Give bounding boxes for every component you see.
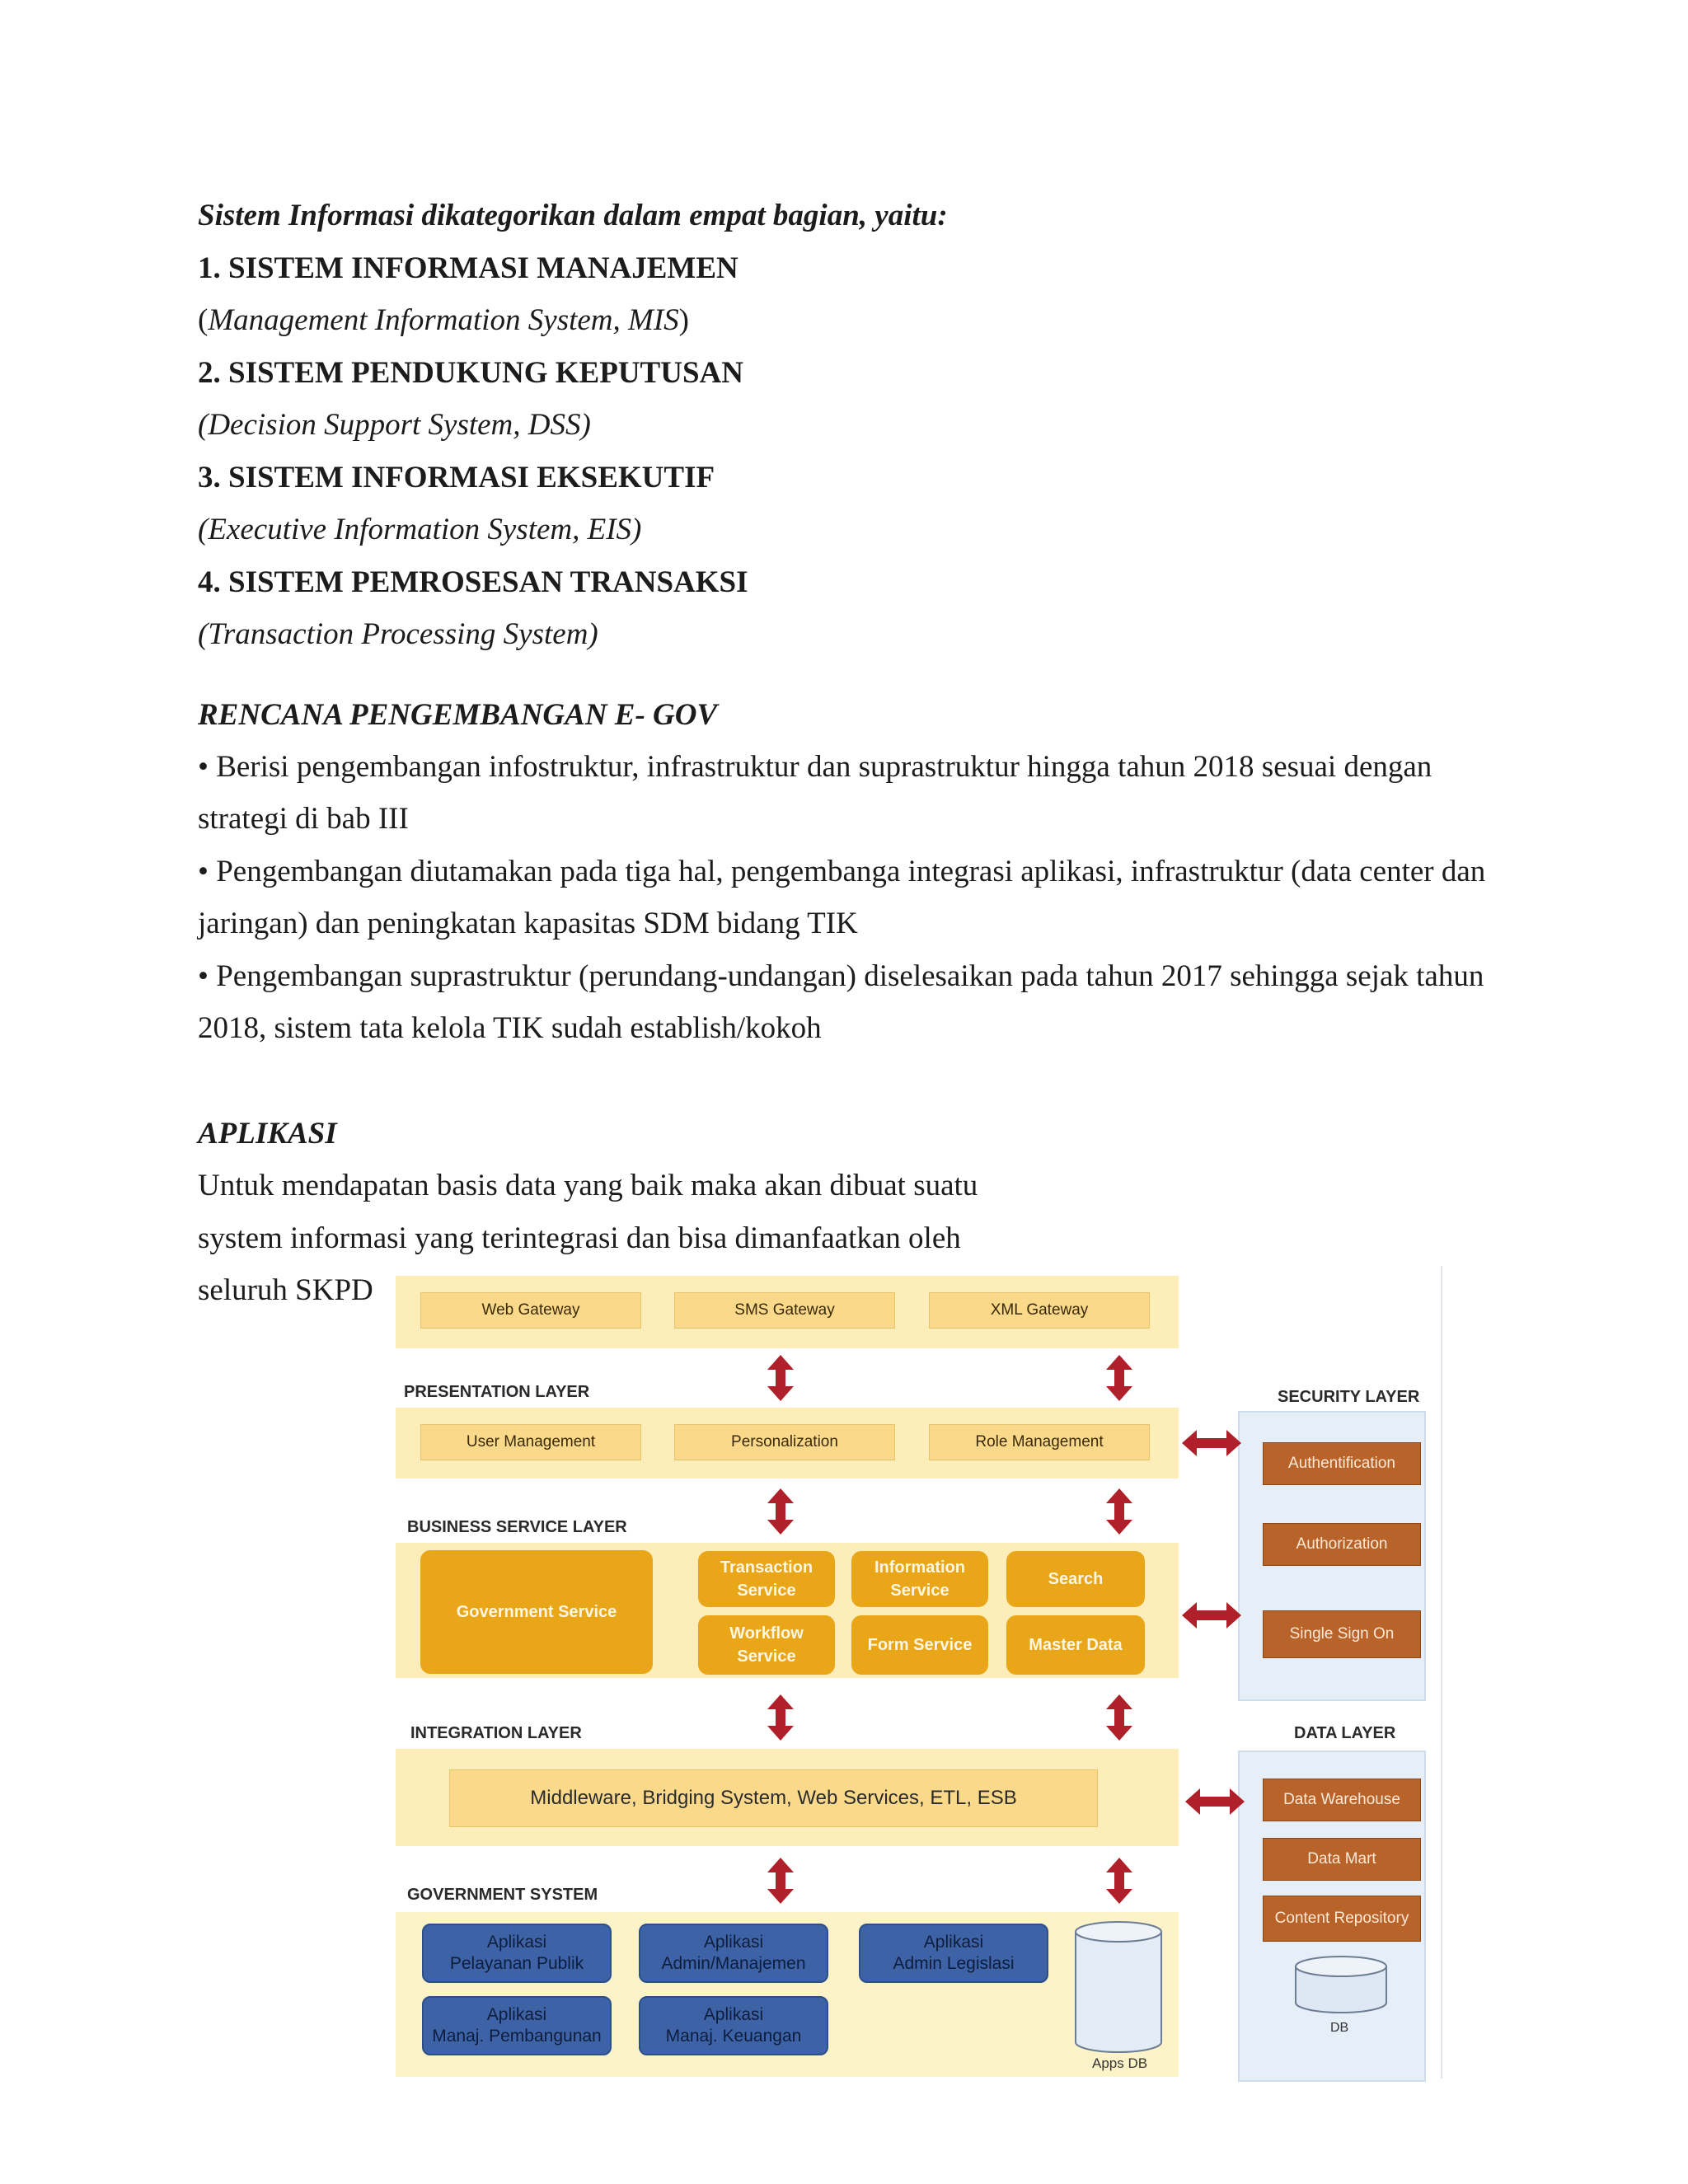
aplikasi-line: system informasi yang terintegrasi dan bisa dimanfaatkan oleh [198, 1221, 961, 1255]
search-box: Search [1006, 1551, 1145, 1607]
arrow-icon [1106, 1488, 1132, 1535]
master-data-box: Master Data [1006, 1615, 1145, 1675]
item-title-1: 1. SISTEM INFORMASI MANAJEMEN [198, 251, 738, 285]
data-layer-label: DATA LAYER [1294, 1724, 1396, 1742]
app-admin-manajemen: Aplikasi Admin/Manajemen [639, 1924, 828, 1983]
single-sign-on-box: Single Sign On [1263, 1610, 1421, 1658]
government-service-box: Government Service [420, 1550, 653, 1674]
authentification-box: Authentification [1263, 1442, 1421, 1485]
rencana-line: • Berisi pengembangan infostruktur, infrastruktur dan suprastruktur hingga tahun 2018 sesuai dengan [198, 750, 1432, 784]
integration-layer-label: INTEGRATION LAYER [410, 1724, 582, 1742]
item-title-3: 3. SISTEM INFORMASI EKSEKUTIF [198, 461, 715, 494]
arrows-layer [396, 1266, 1441, 2079]
arrow-icon [1106, 1355, 1132, 1401]
item-title-4: 4. SISTEM PEMROSESAN TRANSAKSI [198, 565, 748, 599]
arrow-icon [767, 1694, 794, 1741]
security-layer-label: SECURITY LAYER [1278, 1388, 1420, 1406]
form-service-box: Form Service [851, 1615, 988, 1675]
apps-db-label: Apps DB [1092, 2055, 1148, 2071]
app-admin-legislasi: Aplikasi Admin Legislasi [859, 1924, 1048, 1983]
workflow-service-box: Workflow Service [698, 1615, 835, 1675]
rencana-line: jaringan) dan peningkatan kapasitas SDM bidang TIK [198, 907, 858, 940]
item-sub-3: (Executive Information System, EIS) [198, 513, 642, 546]
arrow-icon [1106, 1858, 1132, 1904]
arrow-icon [767, 1488, 794, 1535]
role-management-box: Role Management [929, 1424, 1150, 1460]
sms-gateway-box: SMS Gateway [674, 1292, 895, 1329]
data-mart-box: Data Mart [1263, 1838, 1421, 1881]
app-pelayanan-publik: Aplikasi Pelayanan Publik [422, 1924, 612, 1983]
arrow-icon [767, 1355, 794, 1401]
transaction-service-box: Transaction Service [698, 1551, 835, 1607]
rencana-line: • Pengembangan suprastruktur (perundang-undangan) diselesaikan pada tahun 2017 sehingga sejak tahun [198, 959, 1484, 993]
app-manaj-keuangan: Aplikasi Manaj. Keuangan [639, 1996, 828, 2055]
information-service-box: Information Service [851, 1551, 988, 1607]
intro-text: Sistem Informasi dikategorikan dalam empat bagian, yaitu: [198, 199, 948, 232]
government-system-label: GOVERNMENT SYSTEM [407, 1886, 598, 1904]
item-sub-1: (Management Information System, MIS) [198, 303, 689, 337]
arrow-icon [1185, 1788, 1245, 1815]
user-management-box: User Management [420, 1424, 641, 1460]
item-sub-4: (Transaction Processing System) [198, 617, 598, 651]
web-gateway-box: Web Gateway [420, 1292, 641, 1329]
db-label: DB [1330, 2021, 1349, 2035]
arrow-icon [1182, 1602, 1241, 1629]
item-sub-2: (Decision Support System, DSS) [198, 408, 591, 442]
aplikasi-heading: APLIKASI [198, 1117, 337, 1151]
architecture-diagram [396, 1266, 1442, 2184]
arrow-icon [1182, 1430, 1241, 1456]
business-layer-label: BUSINESS SERVICE LAYER [407, 1518, 627, 1536]
xml-gateway-box: XML Gateway [929, 1292, 1150, 1329]
rencana-line: 2018, sistem tata kelola TIK sudah establish/kokoh [198, 1011, 822, 1045]
aplikasi-line: Untuk mendapatan basis data yang baik maka akan dibuat suatu [198, 1169, 978, 1202]
aplikasi-line: seluruh SKPD [198, 1273, 373, 1307]
personalization-box: Personalization [674, 1424, 895, 1460]
app-manaj-pembangunan: Aplikasi Manaj. Pembangunan [422, 1996, 612, 2055]
middleware-box: Middleware, Bridging System, Web Services, ETL, ESB [449, 1769, 1098, 1827]
rencana-line: • Pengembangan diutamakan pada tiga hal, pengembanga integrasi aplikasi, infrastruktur (data center dan [198, 855, 1486, 888]
item-title-2: 2. SISTEM PENDUKUNG KEPUTUSAN [198, 356, 743, 390]
content-repository-box: Content Repository [1263, 1896, 1421, 1942]
arrow-icon [767, 1858, 794, 1904]
arrow-icon [1106, 1694, 1132, 1741]
rencana-heading: RENCANA PENGEMBANGAN E- GOV [198, 698, 718, 732]
authorization-box: Authorization [1263, 1523, 1421, 1566]
rencana-line: strategi di bab III [198, 802, 409, 836]
presentation-layer-label: PRESENTATION LAYER [404, 1383, 590, 1401]
data-warehouse-box: Data Warehouse [1263, 1779, 1421, 1821]
